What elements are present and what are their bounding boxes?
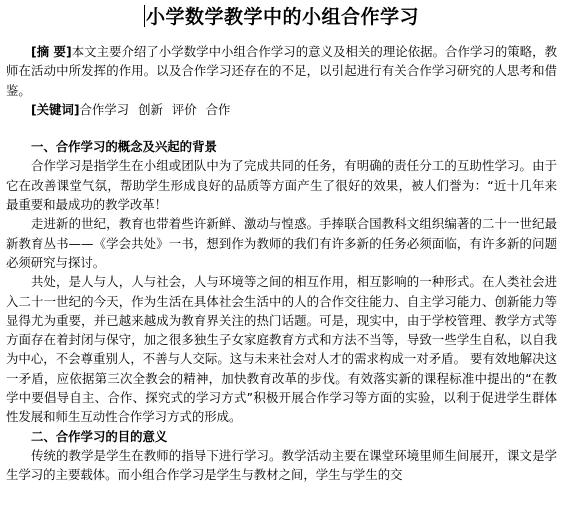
body-paragraph: 合作学习是指学生在小组或团队中为了完成共同的任务，有明确的责任分工的互助性学习。由于它在改善课堂气氛，帮助学生形成良好的品质等方面产生了很好的效果，被人们誉为：“近十几年来最重要和最成功的教学改革！ xyxy=(6,158,557,213)
abstract-paragraph xyxy=(6,42,557,100)
keyword: 评价 xyxy=(171,101,197,117)
document-title: 小学数学教学中的小组合作学习 xyxy=(145,6,419,28)
section-heading: 二、合作学习的目的意义 xyxy=(31,428,168,444)
body-paragraph: 传统的教学是学生在教师的指导下进行学习。教学活动主要在课堂环境里师生间展开，课文是学生学习的主要载体。而小组合作学习是学生与教材之间，学生与学生的交 xyxy=(6,447,557,483)
spacer xyxy=(6,119,557,137)
abstract-text: 本文主要介绍了小学数学中小组合作学习的意义及相关的理论依据。合作学习的策略，教师在活动中所发挥的作用。以及合作学习还存在的不足，以引起进行有关合作学习研究的人思考和借鉴。 xyxy=(6,44,558,98)
text-cursor xyxy=(144,5,145,27)
keyword: 合作学习 xyxy=(79,101,130,117)
body-paragraph: 走进新的世纪，教育也带着些许新鲜、激动与惶惑。手捧联合国教科文组织编著的二十一世纪最新教育丛书——《学会共处》一书，想到作为教师的我们有许多新的任务必须面临，有许多新的问题必须研究与探讨。 xyxy=(6,216,557,270)
keywords-label: [关键词] xyxy=(31,101,80,117)
keyword: 合作 xyxy=(205,101,231,117)
section-heading: 一、合作学习的概念及兴起的背景 xyxy=(31,139,217,155)
keywords-line xyxy=(6,100,557,119)
abstract-label: [摘 要] xyxy=(31,44,72,59)
keyword: 创新 xyxy=(138,101,163,117)
title-line xyxy=(0,2,563,29)
document-body xyxy=(6,42,557,485)
body-paragraph: 共处，是人与人，人与社会，人与环境等之间的相互作用，相互影响的一种形式。在人类社会进入二十一世纪的今天，作为生活在具体社会生活中的人的合作交往能力、自主学习能力、创新能力等显得尤为重要，并已越来越成为教育界关注的热门话题。可是，现实中，由于学校管理、教学方式等方面存在着封闭与保守，加之很多独生子女家庭教育方式和方法不当等，导致一些学生自私，以自我为中心，不会尊重别人，不善与人交际。这与未来社会对人才的需求构成一对矛盾。 要有效地解决这一矛盾，应依据第三次全教会的精神，加快教育改革的步伐。有效落实新的课程标准中提出的“在教学中要倡导自主、合作、探究式的学习方式”积极开展合作学习等方面的实验，以利于促进学生群体性发展和师生互动性合作学习方式的形成。 xyxy=(6,274,557,425)
